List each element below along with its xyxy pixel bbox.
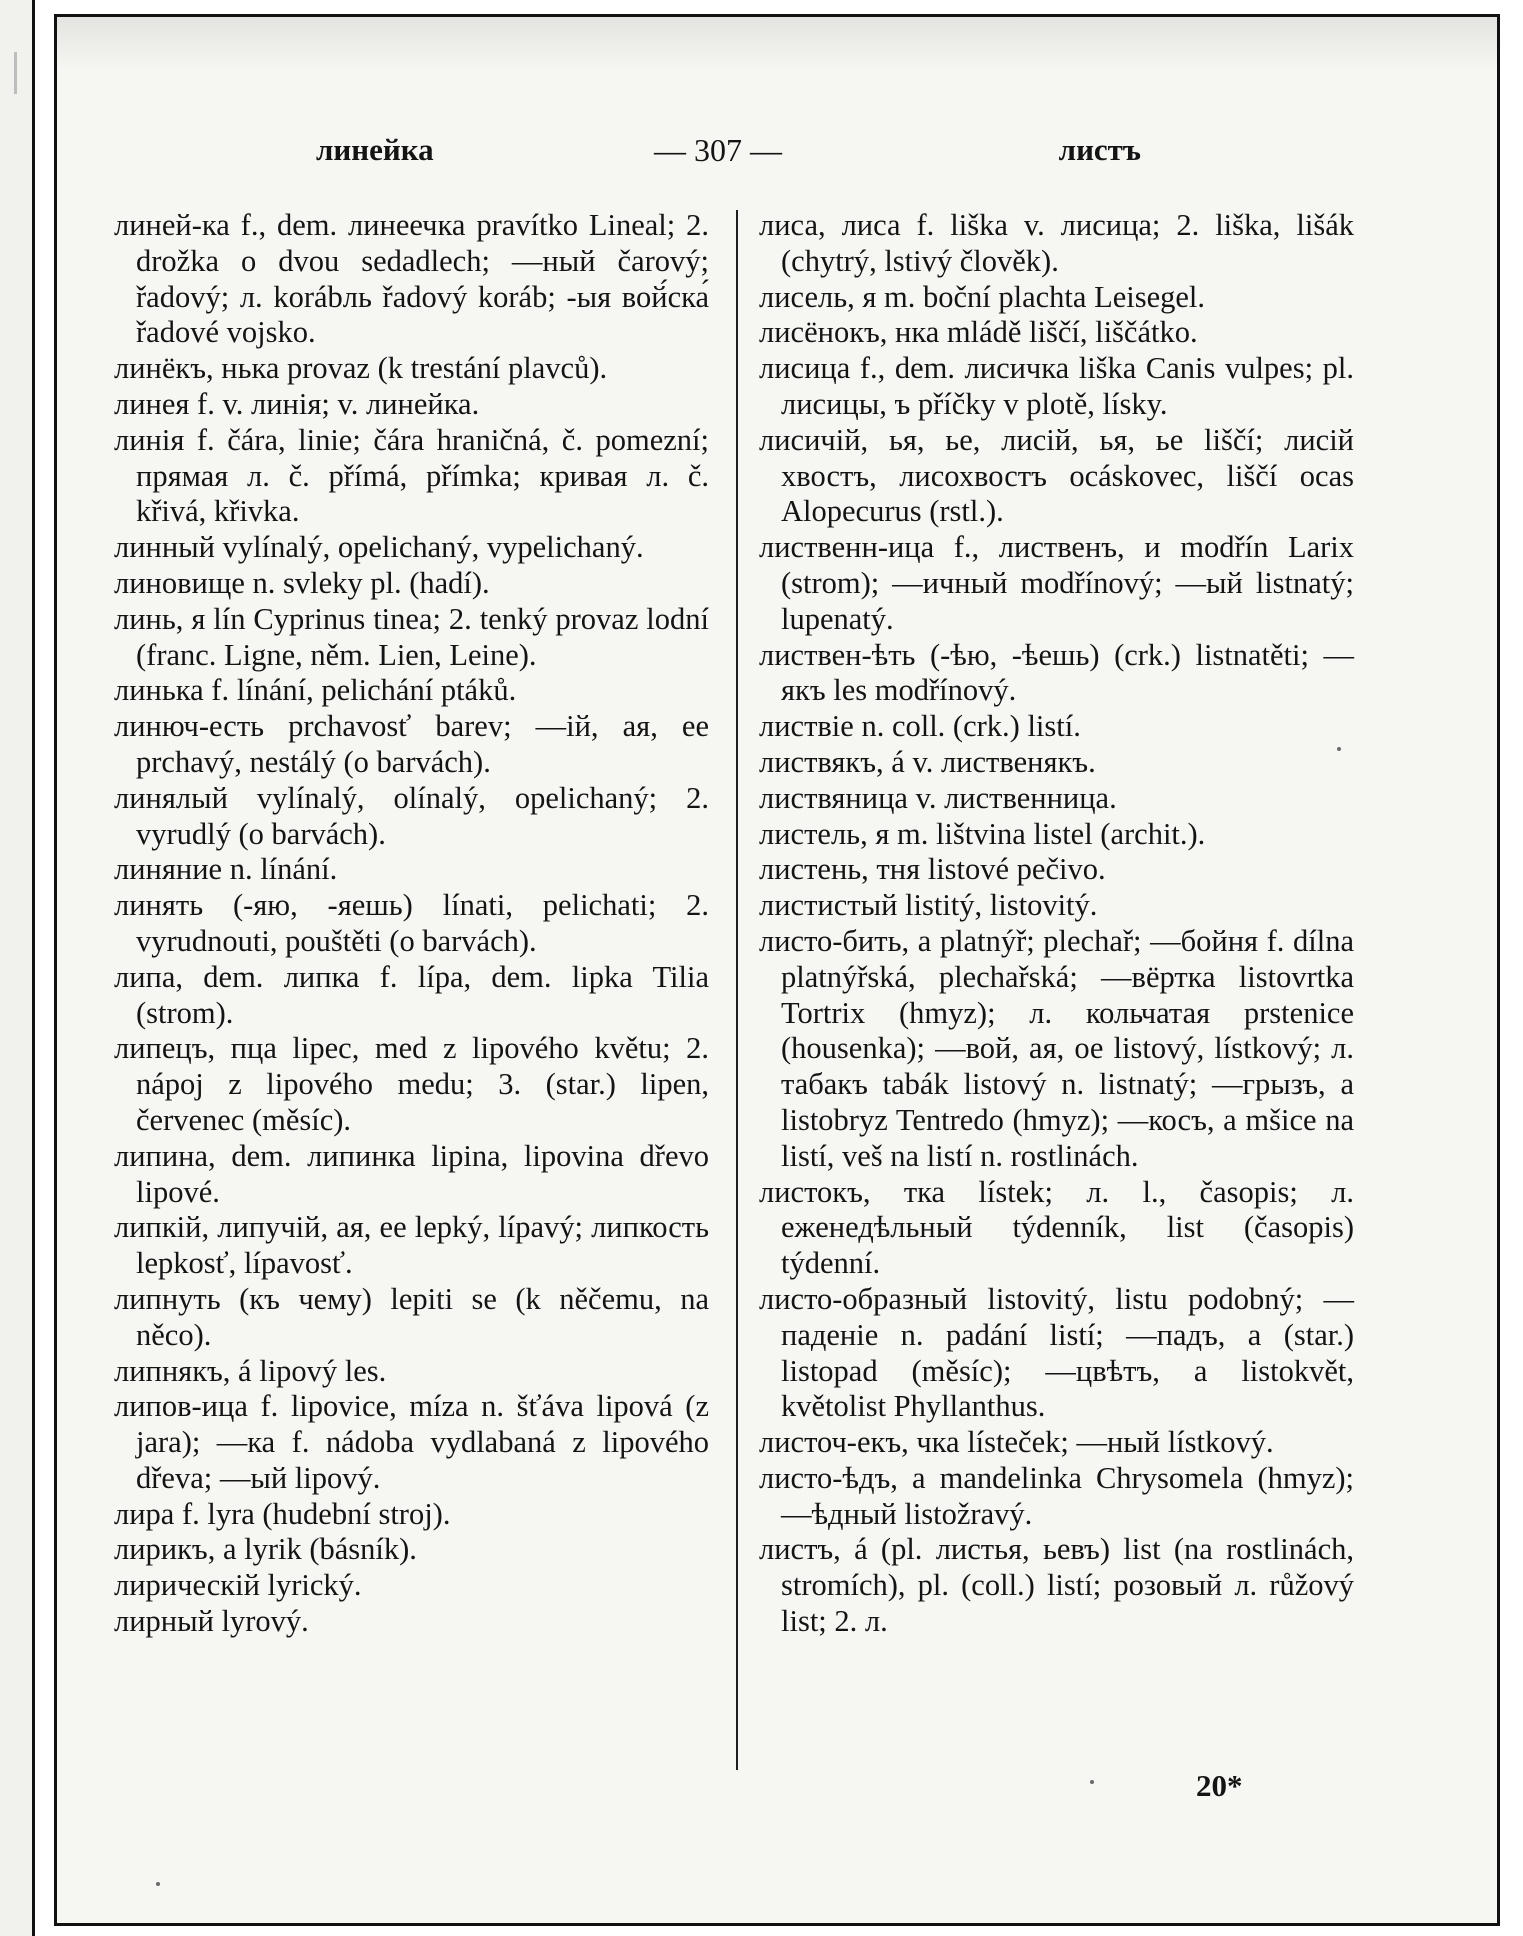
dictionary-entry: линь, я lín Cyprinus tinea; 2. tenký provaz lodní (franc. Ligne, něm. Lien, Leine). bbox=[114, 601, 709, 672]
dictionary-entry: листо-бить, a platnýř; plechař; —бойня f. dílna platnýřská, plechařská; —вёртка listovrtka Tortrix (hmyz); л. кольчатая prstenice (housenka); —вой, ая, ое listový, lístkový; л. табакъ tabák listový n. listnatý; —грызъ, a listobryz Tentredo (hmyz); —косъ, a mšice na listí, veš na listí n. rostlinách. bbox=[759, 923, 1354, 1173]
scan-speck bbox=[1090, 1780, 1094, 1784]
dictionary-entry: линный vylínalý, opelichaný, vypelichaný. bbox=[114, 530, 644, 565]
signature-mark: 20* bbox=[1196, 1768, 1243, 1803]
dictionary-entry: лира f. lyra (hudební stroj). bbox=[114, 1496, 451, 1531]
dictionary-entry: линялый vylínalý, olínalý, opelichaný; 2. vyrudlý (o barvách). bbox=[114, 780, 709, 851]
dictionary-entry: линюч-есть prchavosť barev; —ій, ая, ее prchavý, nestálý (o barvách). bbox=[114, 709, 709, 779]
dictionary-entry: листвякъ, á v. лиственякъ. bbox=[759, 744, 1096, 779]
dictionary-entry: лисичій, ья, ье, лисій, ья, ье liščí; лисій хвостъ, лисохвостъ ocáskovec, liščí ocas Alopecurus (rstl.). bbox=[759, 422, 1354, 529]
dictionary-entry: лирный lyrový. bbox=[114, 1604, 309, 1639]
dictionary-entry: лиса, лиса f. liška v. лисица; 2. liška, lišák (chytrý, lstivý člověk). bbox=[759, 208, 1354, 278]
dictionary-entry: листень, тня listové pečivo. bbox=[759, 852, 1106, 887]
dictionary-entry: липов-ица f. lipovice, míza n. šťáva lipová (z jara); —ка f. nádoba vydlabaná z lipového dřeva; —ый lipový. bbox=[114, 1389, 709, 1495]
dictionary-entry: листистый listitý, listovitý. bbox=[759, 888, 1098, 923]
spine-mark bbox=[14, 52, 17, 94]
dictionary-entry: лирическій lyrický. bbox=[114, 1568, 362, 1603]
header-last-headword: листъ bbox=[1058, 132, 1141, 167]
page-number: — 307 — bbox=[654, 132, 782, 168]
dictionary-entry: липина, dem. липинка lipina, lipovina dřevo lipové. bbox=[114, 1138, 709, 1209]
dictionary-entry: линея f. v. линія; v. линейка. bbox=[114, 386, 480, 421]
dictionary-entry: липецъ, пца lipec, med z lipového květu; 2. nápoj z lipového medu; 3. (star.) lipen, červenec (měsíc). bbox=[114, 1031, 709, 1137]
dictionary-entry: линія f. čára, linie; čára hraničná, č. pomezní; прямая л. č. přímá, přímka; кривая л. č. křivá, křivka. bbox=[114, 422, 709, 529]
header-first-headword: линейка bbox=[316, 132, 434, 167]
left-column bbox=[114, 208, 709, 1640]
dictionary-entry: липа, dem. липка f. lípa, dem. lipka Tilia (strom). bbox=[114, 959, 709, 1030]
scan-shadow bbox=[57, 17, 1497, 71]
page-header bbox=[316, 132, 1141, 172]
adjacent-page-edge bbox=[0, 0, 35, 1936]
dictionary-entry: листвяница v. лиственница. bbox=[759, 780, 1117, 815]
scan-speck bbox=[1337, 747, 1341, 751]
dictionary-entry: листъ, á (pl. листья, ьевъ) list (na rostlinách, stromích), pl. (coll.) listí; розовый л. růžový list; 2. л. bbox=[759, 1532, 1354, 1639]
dictionary-entry: липкій, липучій, ая, ее lepký, lípavý; липкость lepkosť, lípavosť. bbox=[114, 1210, 709, 1281]
scan-speck bbox=[156, 1882, 160, 1886]
dictionary-entry: листвіе n. coll. (crk.) listí. bbox=[759, 709, 1081, 744]
dictionary-entry: листокъ, тка lístek; л. l., časopis; л. еженедѣльный týdenník, list (časopis) týdenní. bbox=[759, 1174, 1354, 1281]
dictionary-entry: липнякъ, á lipový les. bbox=[114, 1353, 387, 1388]
dictionary-entry: лисель, я m. boční plachta Leisegel. bbox=[759, 279, 1206, 314]
dictionary-entry: линовище n. svleky pl. (hadí). bbox=[114, 565, 490, 600]
dictionary-entry: липнуть (къ чему) lepiti se (k něčemu, na něco). bbox=[114, 1281, 709, 1352]
dictionary-entry: линёкъ, нька provaz (k trestání plavců). bbox=[114, 351, 608, 386]
dictionary-entry: листель, я m. lištvina listel (archit.). bbox=[759, 816, 1206, 851]
right-column bbox=[759, 208, 1354, 1640]
dictionary-entry: лиственн-ица f., лиственъ, и modřín Larix (strom); —ичный modřínový; —ый listnatý; lupenatý. bbox=[759, 530, 1354, 636]
dictionary-entry: листо-ѣдъ, a mandelinka Chrysomela (hmyz); —ѣдный listožravý. bbox=[759, 1460, 1354, 1531]
dictionary-entry: лисёнокъ, нка mládě liščí, liščátko. bbox=[759, 315, 1198, 350]
dictionary-entry: линей-ка f., dem. линеечка pravítko Lineal; 2. drožka o dvou sedadlech; —ный čarový; řadový; л. korábль řadový koráb; -ыя вой́ска́ řadové vojsko. bbox=[114, 208, 709, 350]
dictionary-entry: линяние n. línání. bbox=[114, 852, 338, 887]
dictionary-entry: листо-образный listovitý, listu podobný; —паденіе n. padání listí; —падъ, a (star.) listopad (měsíc); —цвѣтъ, a listokvět, květolist Phyllanthus. bbox=[759, 1281, 1354, 1424]
dictionary-entry: лирикъ, а lyrik (básník). bbox=[114, 1532, 417, 1567]
column-divider bbox=[736, 210, 738, 1770]
dictionary-entry: лисица f., dem. лисичка liška Canis vulpes; pl. лисицы, ъ příčky v plotě, lísky. bbox=[759, 351, 1354, 421]
dictionary-entry: линять (-яю, -яешь) línati, pelichati; 2. vyrudnouti, pouštěti (o barvách). bbox=[114, 888, 709, 958]
dictionary-entry: листвен-ѣть (-ѣю, -ѣешь) (crk.) listnatěti; —якъ les modřínový. bbox=[759, 637, 1354, 708]
dictionary-entry: листоч-екъ, чка lísteček; —ный lístkový. bbox=[759, 1425, 1274, 1460]
dictionary-entry: линька f. línání, pelichání ptáků. bbox=[114, 673, 517, 708]
